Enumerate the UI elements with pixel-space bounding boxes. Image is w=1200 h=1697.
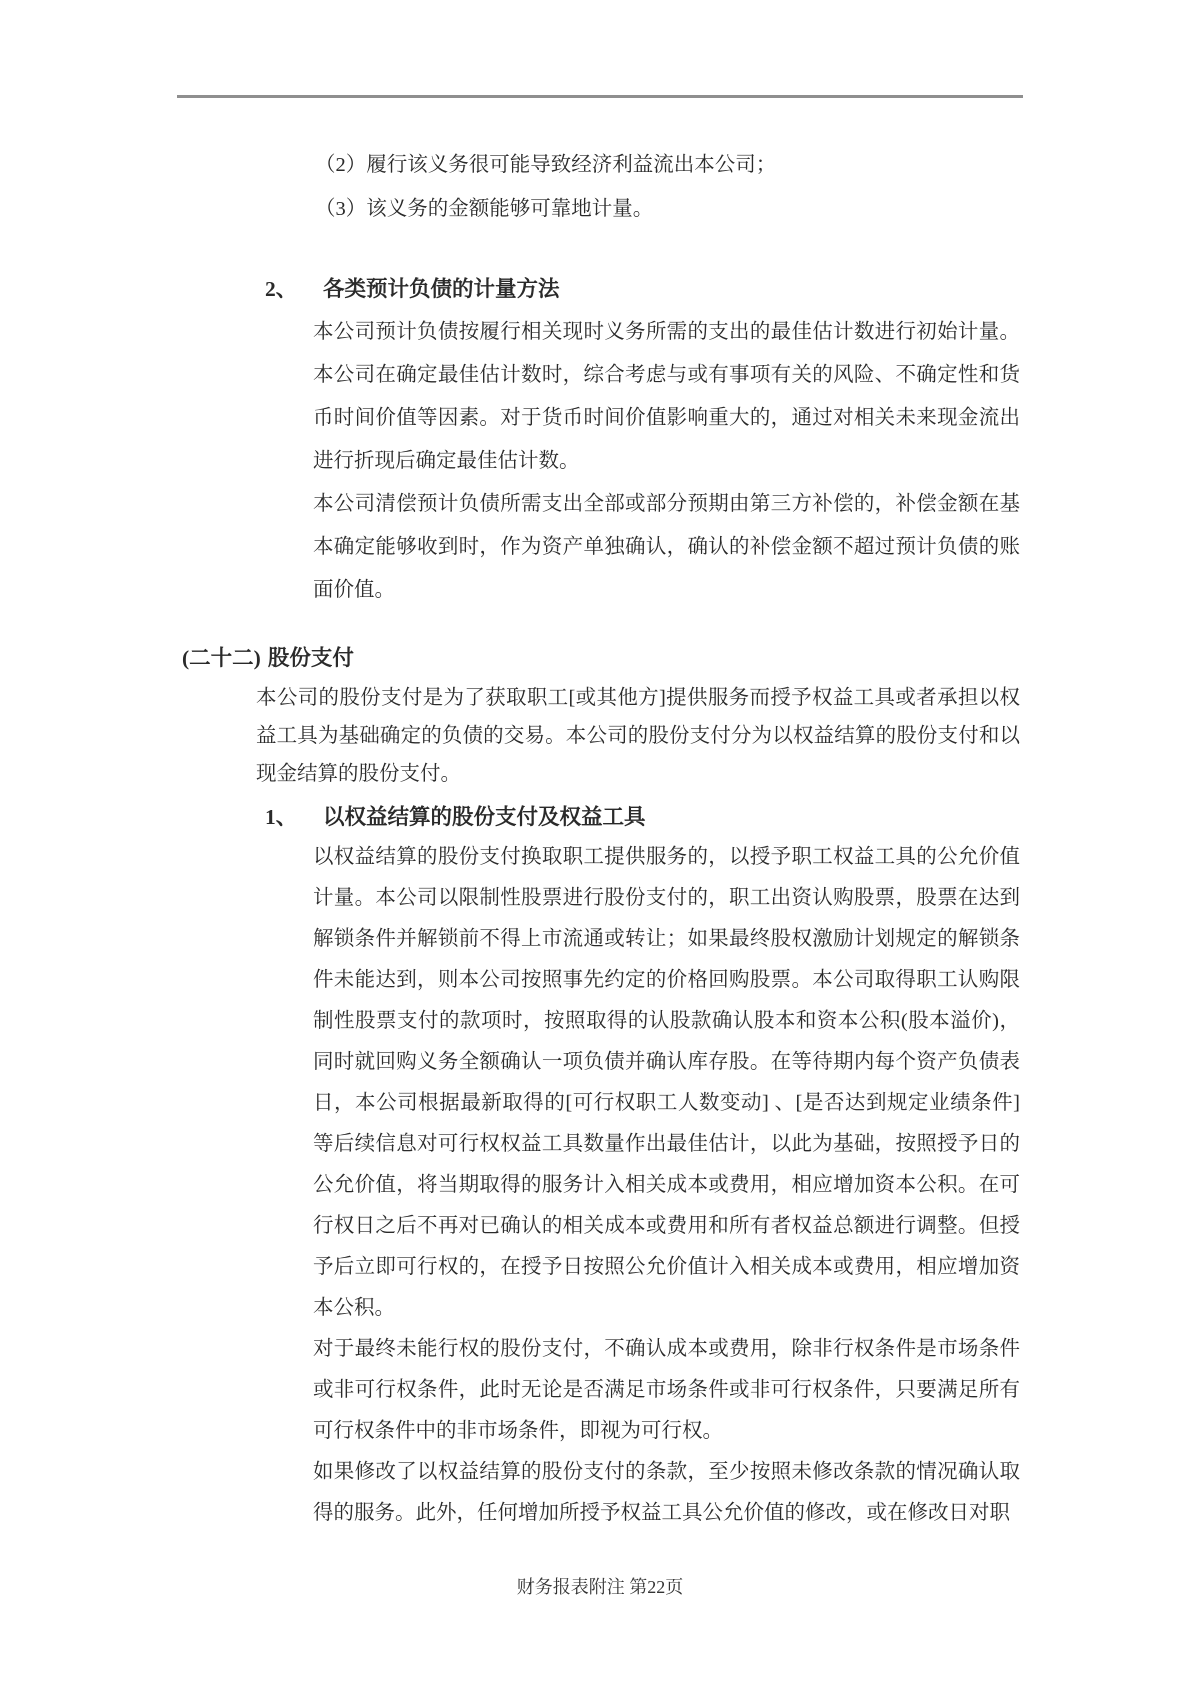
section-2-paragraph-1: 本公司预计负债按履行相关现时义务所需的支出的最佳估计数进行初始计量。本公司在确定最佳估计数时，综合考虑与或有事项有关的风险、不确定性和货币时间价值等因素。对于货币时间价值影响重大的，通过对相关未来现金流出进行折现后确定最佳估计数。	[313, 321, 1020, 472]
section-22-title: 股份支付	[267, 646, 354, 670]
condition-item-3: （3）该义务的金额能够可靠地计量。	[315, 198, 654, 220]
section-22-heading	[182, 645, 354, 671]
subsection-1-body	[313, 837, 1020, 1534]
section-22-intro-paragraph: 本公司的股份支付是为了获取职工[或其他方]提供服务而授予权益工具或者承担以权益工具为基础确定的负债的交易。本公司的股份支付分为以权益结算的股份支付和以现金结算的股份支付。	[256, 687, 1020, 785]
section-22-intro	[256, 679, 1020, 793]
subsection-1-heading	[265, 804, 646, 830]
section-2-number: 2、	[265, 277, 298, 301]
section-2-body	[313, 311, 1020, 612]
subsection-1-paragraph-1: 以权益结算的股份支付换取职工提供服务的，以授予职工权益工具的公允价值计量。本公司以限制性股票进行股份支付的，职工出资认购股票，股票在达到解锁条件并解锁前不得上市流通或转让；如果最终股权激励计划规定的解锁条件未能达到，则本公司按照事先约定的价格回购股票。本公司取得职工认购限制性股票支付的款项时，按照取得的认股款确认股本和资本公积(股本溢价)，同时就回购义务全额确认一项负债并确认库存股。在等待期内每个资产负债表日，本公司根据最新取得的[可行权职工人数变动] 、[是否达到规定业绩条件]等后续信息对可行权权益工具数量作出最佳估计，以此为基础，按照授予日的公允价值，将当期取得的服务计入相关成本或费用，相应增加资本公积。在可行权日之后不再对已确认的相关成本或费用和所有者权益总额进行调整。但授予后立即可行权的，在授予日按照公允价值计入相关成本或费用，相应增加资本公积。	[313, 846, 1020, 1319]
page-footer: 财务报表附注 第22页	[516, 1577, 684, 1597]
subsection-1-title: 以权益结算的股份支付及权益工具	[323, 805, 646, 829]
section-2-heading	[265, 276, 560, 302]
section-22-number: (二十二)	[182, 646, 261, 670]
subsection-1-paragraph-3: 如果修改了以权益结算的股份支付的条款，至少按照未修改条款的情况确认取得的服务。此外，任何增加所授予权益工具公允价值的修改，或在修改日对职	[313, 1461, 1020, 1524]
section-2-paragraph-2: 本公司清偿预计负债所需支出全部或部分预期由第三方补偿的，补偿金额在基本确定能够收到时，作为资产单独确认，确认的补偿金额不超过预计负债的账面价值。	[313, 493, 1020, 601]
condition-item-2: （2）履行该义务很可能导致经济利益流出本公司；	[315, 154, 777, 176]
section-2-title: 各类预计负债的计量方法	[323, 277, 560, 301]
header-rule-divider	[177, 95, 1023, 98]
subsection-1-paragraph-2: 对于最终未能行权的股份支付，不确认成本或费用，除非行权条件是市场条件或非可行权条件，此时无论是否满足市场条件或非可行权条件，只要满足所有可行权条件中的非市场条件，即视为可行权。	[313, 1338, 1020, 1442]
subsection-1-number: 1、	[265, 805, 298, 829]
